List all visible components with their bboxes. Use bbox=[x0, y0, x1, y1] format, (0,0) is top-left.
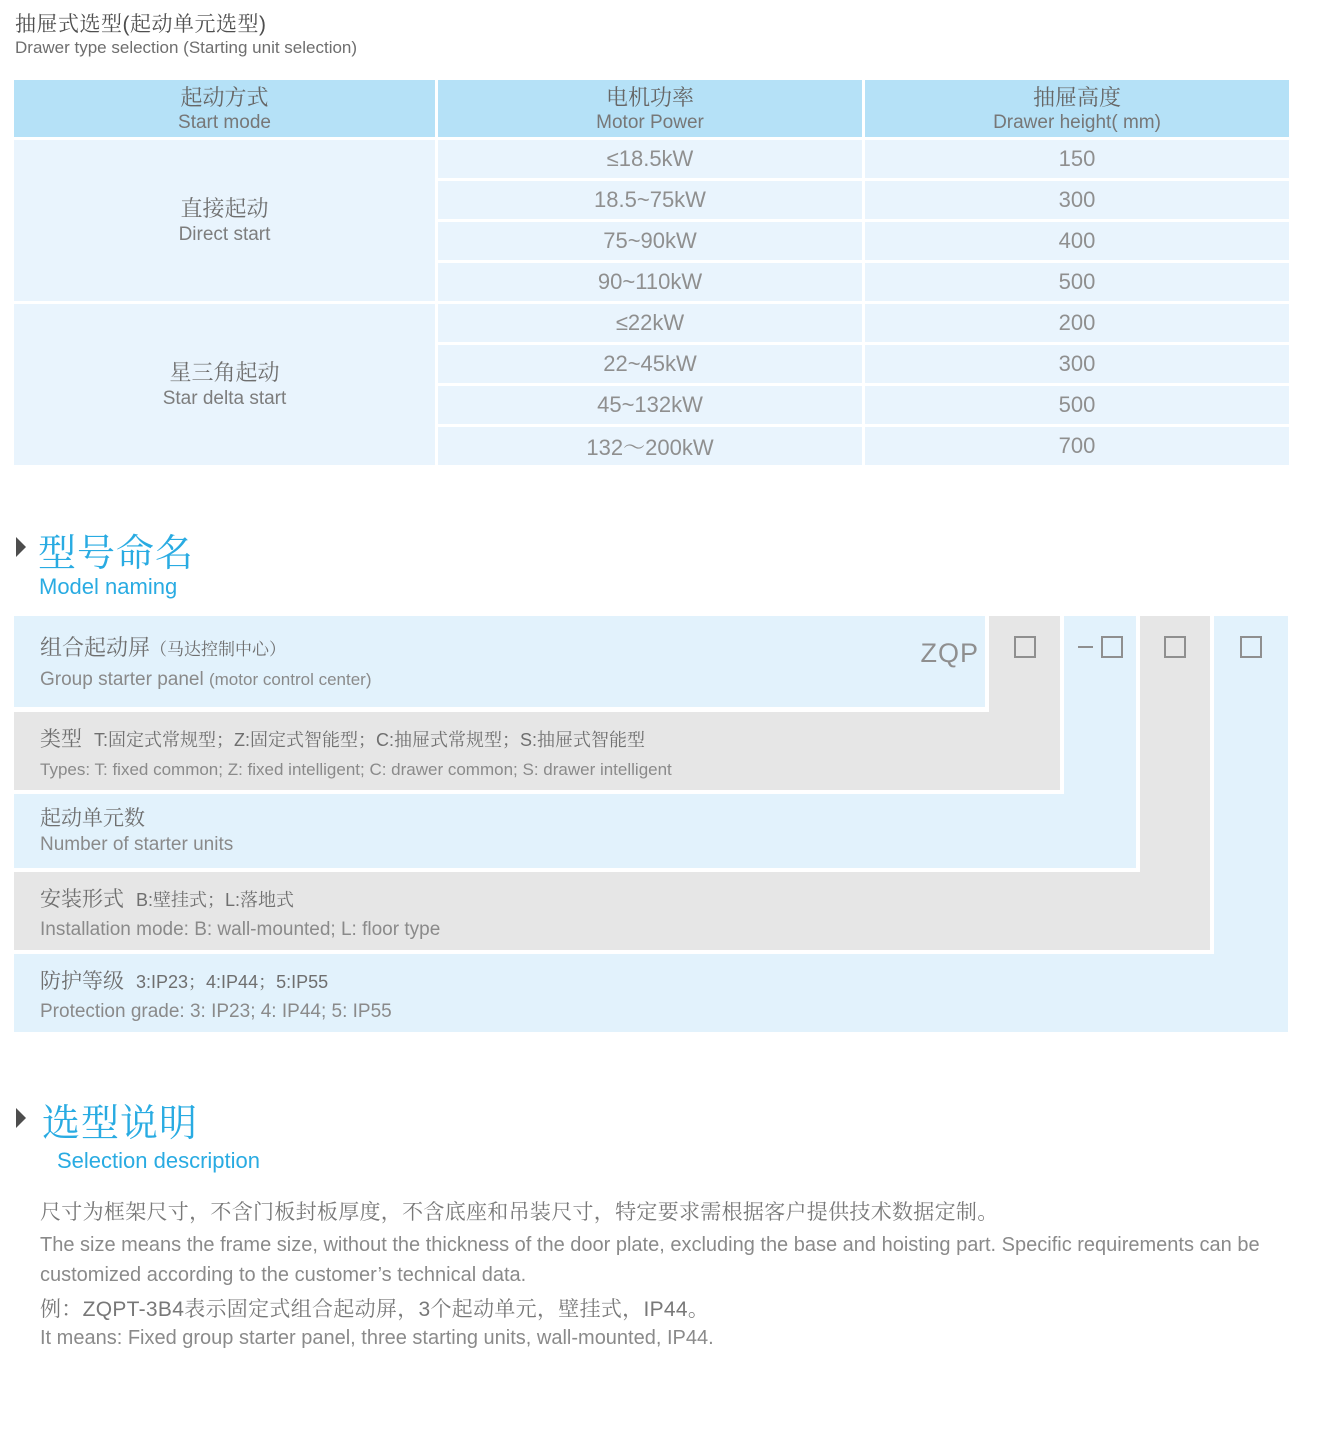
model-row-zh-main: 类型 bbox=[40, 728, 82, 751]
model-row-zh: 起动单元数 bbox=[40, 807, 145, 830]
mode-cell-direct-start bbox=[14, 140, 435, 301]
power-cell: 132～200kW bbox=[438, 427, 862, 465]
mode-label-zh: 星三角起动 bbox=[169, 359, 280, 385]
model-row-en: Protection grade: 3: IP23; 4: IP44; 5: IP55 bbox=[40, 1001, 392, 1022]
model-digit-box-icon bbox=[1240, 636, 1262, 658]
col-header-zh: 抽屉高度 bbox=[1032, 84, 1121, 110]
model-row-en: Types: T: fixed common; Z: fixed intelligent; C: drawer common; S: drawer intelligent bbox=[40, 760, 672, 779]
model-code-prefix: ZQP bbox=[920, 638, 979, 668]
model-naming-heading-en: Model naming bbox=[39, 574, 178, 599]
height-cell: 500 bbox=[865, 263, 1289, 301]
col-header-en: Drawer height( mm) bbox=[993, 111, 1161, 133]
height-cell: 150 bbox=[865, 140, 1289, 178]
model-digit-box-icon bbox=[1014, 636, 1036, 658]
model-row-zh-detail: T:固定式常规型；Z:固定式智能型；C:抽屉式常规型；S:抽屉式智能型 bbox=[94, 730, 646, 750]
model-row-zh-detail: 3:IP23；4:IP44；5:IP55 bbox=[136, 972, 329, 992]
height-cell: 700 bbox=[865, 427, 1289, 465]
desc-paragraph-zh: 尺寸为框架尺寸，不含门板封板厚度，不含底座和吊装尺寸，特定要求需根据客户提供技术数据定制。 bbox=[40, 1201, 999, 1224]
dash-icon bbox=[1078, 646, 1093, 648]
model-row-zh bbox=[40, 968, 1288, 995]
height-cell: 200 bbox=[865, 304, 1289, 342]
model-row-en: Number of starter units bbox=[40, 834, 234, 855]
height-cell: 300 bbox=[865, 345, 1289, 383]
height-cell: 500 bbox=[865, 386, 1289, 424]
model-row-en bbox=[40, 668, 985, 692]
power-cell: 45~132kW bbox=[438, 386, 862, 424]
model-row-zh bbox=[40, 886, 1210, 913]
page-title-en: Drawer type selection (Starting unit selection) bbox=[15, 38, 358, 57]
page-title-zh: 抽屉式选型(起动单元选型) bbox=[15, 13, 267, 36]
model-row-zh bbox=[40, 726, 1060, 753]
model-row-zh-main: 防护等级 bbox=[40, 970, 124, 993]
power-cell: 22~45kW bbox=[438, 345, 862, 383]
section-arrow-icon bbox=[16, 1108, 26, 1128]
mode-label-en: Direct start bbox=[178, 223, 271, 245]
model-row-installation-mode bbox=[14, 872, 1210, 950]
mode-label-en: Star delta start bbox=[162, 387, 287, 409]
power-cell: 18.5~75kW bbox=[438, 181, 862, 219]
model-naming-heading-zh: 型号命名 bbox=[38, 533, 195, 575]
model-row-en-main: Group starter panel bbox=[40, 669, 204, 690]
col-header-en: Motor Power bbox=[596, 111, 704, 133]
desc-paragraph-en: The size means the frame size, without the thickness of the door plate, excluding the base and hoisting part. Specific requirements can be customized according to the customer’s technical data. bbox=[40, 1234, 1260, 1286]
model-naming-diagram bbox=[0, 616, 1322, 1032]
model-row-protection-grade bbox=[14, 954, 1288, 1032]
desc-example-en: It means: Fixed group starter panel, three starting units, wall-mounted, IP44. bbox=[40, 1327, 714, 1349]
desc-example-zh: 例：ZQPT-3B4表示固定式组合起动屏，3个起动单元，壁挂式，IP44。 bbox=[40, 1298, 710, 1321]
drawer-selection-table bbox=[14, 80, 1289, 465]
model-row-en-sub: (motor control center) bbox=[208, 670, 372, 689]
model-row-starter-units bbox=[14, 794, 1136, 868]
power-cell: ≤18.5kW bbox=[438, 140, 862, 178]
mode-cell-star-delta-start bbox=[14, 304, 435, 465]
model-row-types bbox=[14, 712, 1060, 790]
model-row-zh-sub: （马达控制中心） bbox=[150, 640, 287, 659]
selection-desc-heading-zh: 选型说明 bbox=[42, 1103, 199, 1145]
col-header-motor-power bbox=[438, 80, 862, 137]
power-cell: 75~90kW bbox=[438, 222, 862, 260]
section-arrow-icon bbox=[16, 537, 26, 557]
mode-label-zh: 直接起动 bbox=[180, 195, 269, 221]
power-cell: 90~110kW bbox=[438, 263, 862, 301]
col-header-drawer-height bbox=[865, 80, 1289, 137]
col-header-en: Start mode bbox=[178, 111, 271, 133]
selection-desc-heading-en: Selection description bbox=[57, 1148, 261, 1173]
model-row-zh-detail: B:壁挂式；L:落地式 bbox=[136, 890, 295, 910]
power-cell: ≤22kW bbox=[438, 304, 862, 342]
height-cell: 300 bbox=[865, 181, 1289, 219]
col-header-start-mode bbox=[14, 80, 435, 137]
height-cell: 400 bbox=[865, 222, 1289, 260]
model-digit-box-icon bbox=[1101, 636, 1123, 658]
col-header-zh: 起动方式 bbox=[180, 84, 269, 110]
model-row-zh-main: 组合起动屏 bbox=[40, 635, 151, 660]
model-row-zh-main: 安装形式 bbox=[40, 888, 124, 911]
model-digit-box-icon bbox=[1164, 636, 1186, 658]
model-row-group-starter-panel bbox=[14, 616, 985, 707]
model-row-zh bbox=[40, 634, 985, 664]
model-row-en: Installation mode: B: wall-mounted; L: floor type bbox=[40, 919, 441, 940]
col-header-zh: 电机功率 bbox=[605, 84, 694, 110]
